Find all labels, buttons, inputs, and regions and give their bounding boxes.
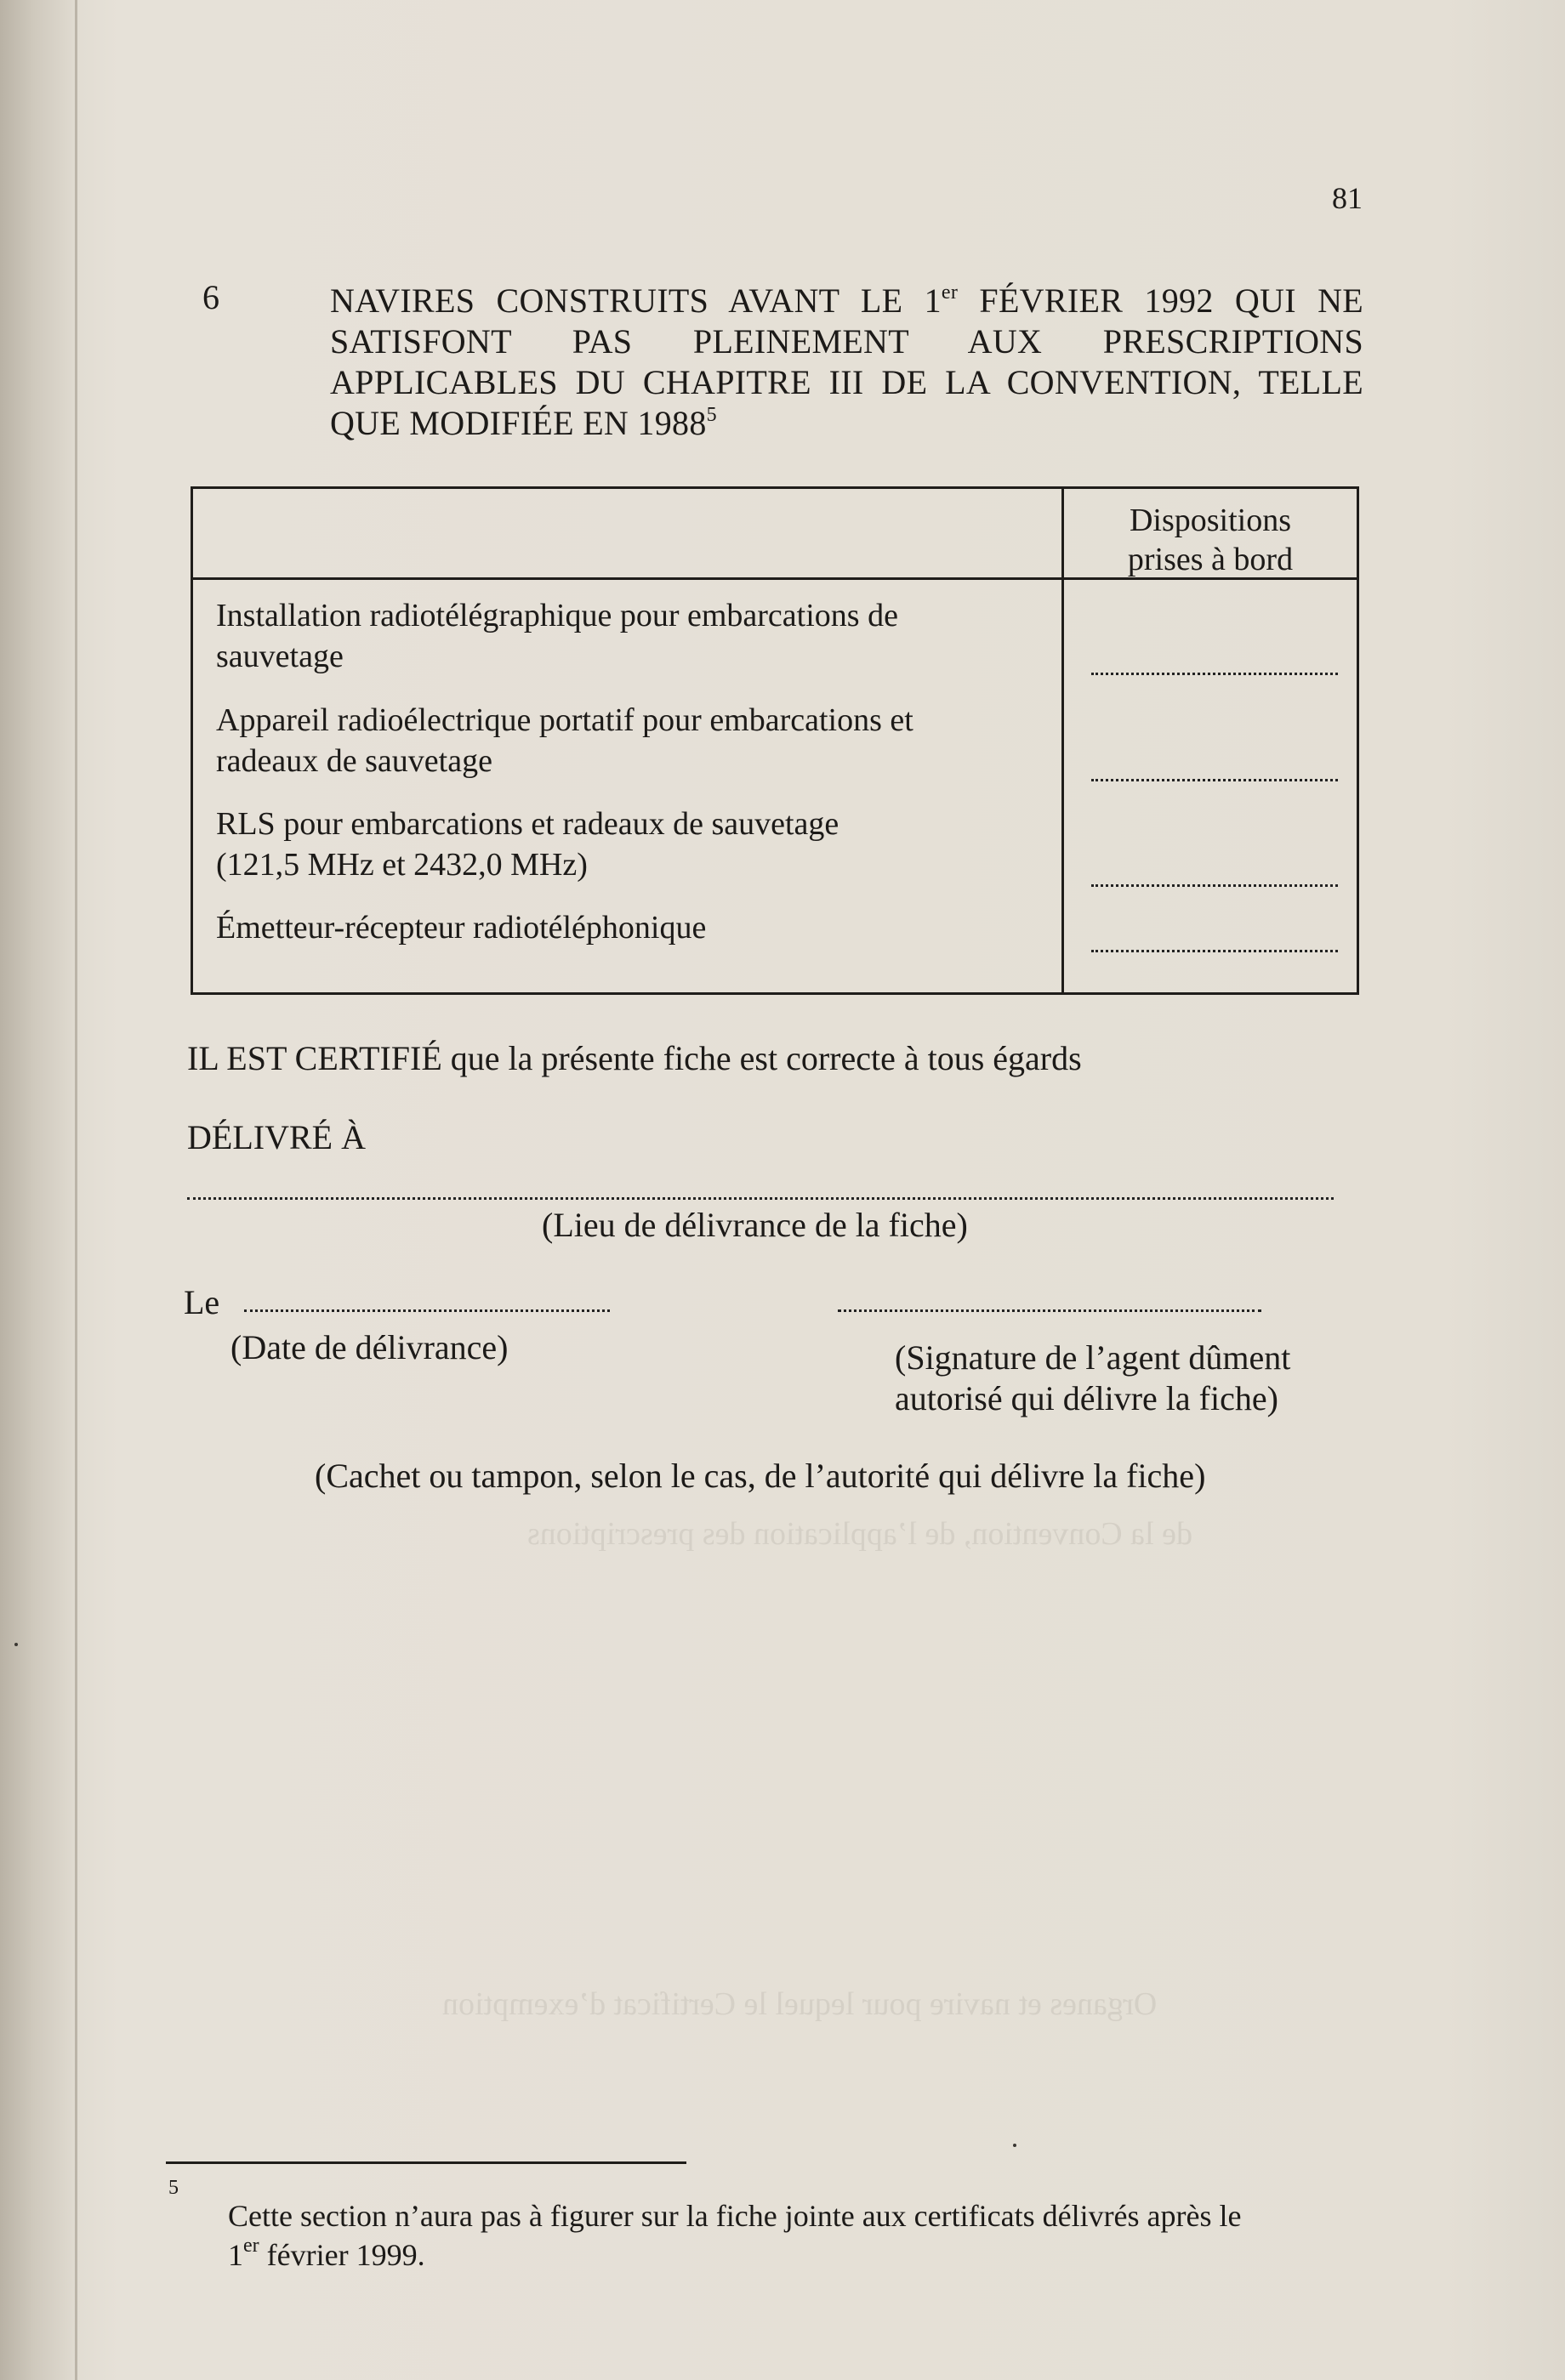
section-title <box>330 281 1363 444</box>
table-row-label: Installation radiotélégraphique pour embarcations de sauvetage <box>216 598 898 674</box>
section-title-line: QUE MODIFIÉE EN 1988$^5$ <box>330 404 717 442</box>
table-row-value-field[interactable] <box>1091 673 1338 675</box>
show-through-text: Organes et navire pour lequel le Certificat d’exemption <box>442 1986 1158 2022</box>
footnote-marker: 5 <box>168 2177 179 2199</box>
section-number: 6 <box>202 278 219 316</box>
issue-date-caption: (Date de délivrance) <box>230 1328 509 1366</box>
certification-statement: IL EST CERTIFIÉ que la présente fiche est correcte à tous égards <box>187 1039 1082 1077</box>
paper-speck <box>14 1643 18 1646</box>
issued-at-label: DÉLIVRÉ À <box>187 1118 366 1156</box>
table-row-label: RLS pour embarcations et radeaux de sauvetage (121,5 MHz et 2432,0 MHz) <box>216 806 839 883</box>
issue-place-field[interactable] <box>187 1197 1334 1200</box>
section-title-line: NAVIRES CONSTRUITS AVANT LE 1er FÉVRIER 1992 QUI NE <box>330 281 1363 320</box>
signature-field[interactable] <box>838 1309 1261 1312</box>
seal-caption: (Cachet ou tampon, selon le cas, de l’autorité qui délivre la fiche) <box>315 1457 1206 1495</box>
equipment-table <box>191 486 1359 995</box>
page-number: 81 <box>1332 181 1363 215</box>
issue-date-field[interactable] <box>244 1309 610 1312</box>
table-row-value-field[interactable] <box>1091 779 1338 781</box>
signature-caption: (Signature de l’agent dûment autorisé qui délivre la fiche) <box>895 1338 1291 1417</box>
paper-speck <box>1013 2144 1016 2147</box>
show-through-text: de la Convention, de l’application des prescriptions <box>527 1516 1192 1552</box>
date-label: Le <box>184 1283 220 1321</box>
table-row-value-field[interactable] <box>1091 884 1338 887</box>
section-title-line: SATISFONT PAS PLEINEMENT AUX PRESCRIPTIONS <box>330 322 1363 361</box>
binding-edge <box>75 0 77 2380</box>
table-row-label: Appareil radioélectrique portatif pour embarcations et radeaux de sauvetage <box>216 702 913 779</box>
table-row-value-field[interactable] <box>1091 950 1338 952</box>
table-row-label: Émetteur-récepteur radiotéléphonique <box>216 910 707 946</box>
column-divider <box>1061 489 1064 992</box>
footnote-text: Cette section n’aura pas à figurer sur la fiche jointe aux certificats délivrés après le 1er février 1999. <box>228 2199 1242 2272</box>
issue-place-caption: (Lieu de délivrance de la fiche) <box>542 1206 968 1244</box>
column-header-dispositions: Dispositions prises à bord <box>1127 503 1294 577</box>
footnote-reference: 5 <box>706 404 717 426</box>
section-title-line: APPLICABLES DU CHAPITRE III DE LA CONVENTION, TELLE <box>330 363 1363 401</box>
footnote-separator <box>166 2161 686 2164</box>
